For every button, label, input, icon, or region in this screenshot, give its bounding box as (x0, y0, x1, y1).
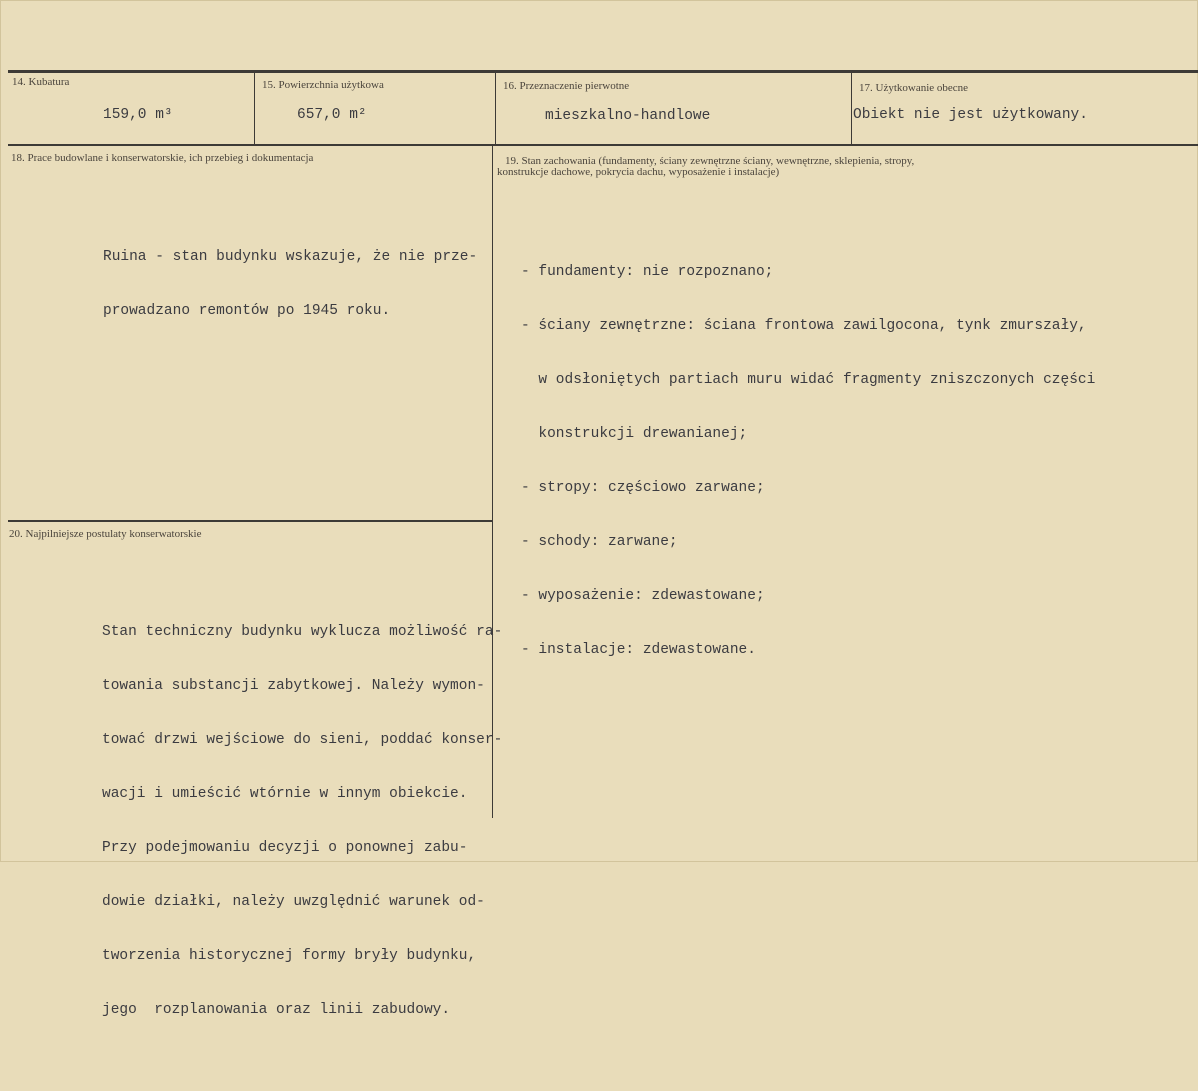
prace-line: prowadzano remontów po 1945 roku. (103, 303, 391, 319)
postulaty-line: wacji i umieścić wtórnie w innym obiekcie. (102, 786, 468, 802)
powierzchnia-value: 657,0 m² (297, 107, 367, 123)
powierzchnia-label: 15. Powierzchnia użytkowa (262, 79, 384, 91)
stan-line: konstrukcji drewanianej; (521, 426, 748, 442)
postulaty-label: 20. Najpilniejsze postulaty konserwatorskie (9, 528, 202, 540)
stan-label-line2: konstrukcje dachowe, pokrycia dachu, wyposażenie i instalacje) (497, 166, 780, 178)
top-rule (8, 70, 1198, 73)
postulaty-text (102, 551, 502, 1091)
stan-line: - fundamenty: nie rozpoznano; (521, 264, 774, 280)
stan-text (521, 191, 1095, 731)
postulaty-line: tować drzwi wejściowe do sieni, poddać konser- (102, 732, 503, 748)
przeznaczenie-label: 16. Przeznaczenie pierwotne (503, 80, 630, 92)
divider-14-15 (254, 72, 255, 146)
uzytkowanie-value: Obiekt nie jest użytkowany. (853, 107, 1088, 123)
mid-left-rule (8, 520, 492, 522)
divider-16-17 (851, 72, 852, 146)
postulaty-line: jego rozplanowania oraz linii zabudowy. (102, 1002, 451, 1018)
postulaty-line: towania substancji zabytkowej. Należy wymon- (102, 678, 485, 694)
kubatura-label: 14. Kubatura (12, 76, 70, 88)
postulaty-line: tworzenia historycznej formy bryły budynku, (102, 948, 477, 964)
stan-line: - ściany zewnętrzne: ściana frontowa zawilgocona, tynk zmurszały, (521, 318, 1087, 334)
stan-line: - schody: zarwane; (521, 534, 678, 550)
stan-line: w odsłoniętych partiach muru widać fragmenty zniszczonych części (521, 372, 1096, 388)
stan-line: - wyposażenie: zdewastowane; (521, 588, 765, 604)
przeznaczenie-value: mieszkalno-handlowe (545, 108, 711, 124)
row-rule (8, 144, 1198, 146)
prace-label: 18. Prace budowlane i konserwatorskie, ich przebieg i dokumentacja (11, 152, 314, 164)
postulaty-line: Przy podejmowaniu decyzji o ponownej zabu- (102, 840, 468, 856)
stan-line: - instalacje: zdewastowane. (521, 642, 756, 658)
stan-label-line1: 19. Stan zachowania (fundamenty, ściany zewnętrzne ściany, wewnętrzne, sklepienia, stropy, (505, 155, 915, 167)
postulaty-line: Stan techniczny budynku wyklucza możliwość ra- (102, 624, 503, 640)
divider-15-16 (495, 72, 496, 146)
prace-text (103, 176, 477, 392)
uzytkowanie-label: 17. Użytkowanie obecne (859, 82, 969, 94)
postulaty-line: dowie działki, należy uwzględnić warunek od- (102, 894, 485, 910)
kubatura-value: 159,0 m³ (103, 107, 173, 123)
prace-line: Ruina - stan budynku wskazuje, że nie prze- (103, 249, 478, 265)
stan-line: - stropy: częściowo zarwane; (521, 480, 765, 496)
